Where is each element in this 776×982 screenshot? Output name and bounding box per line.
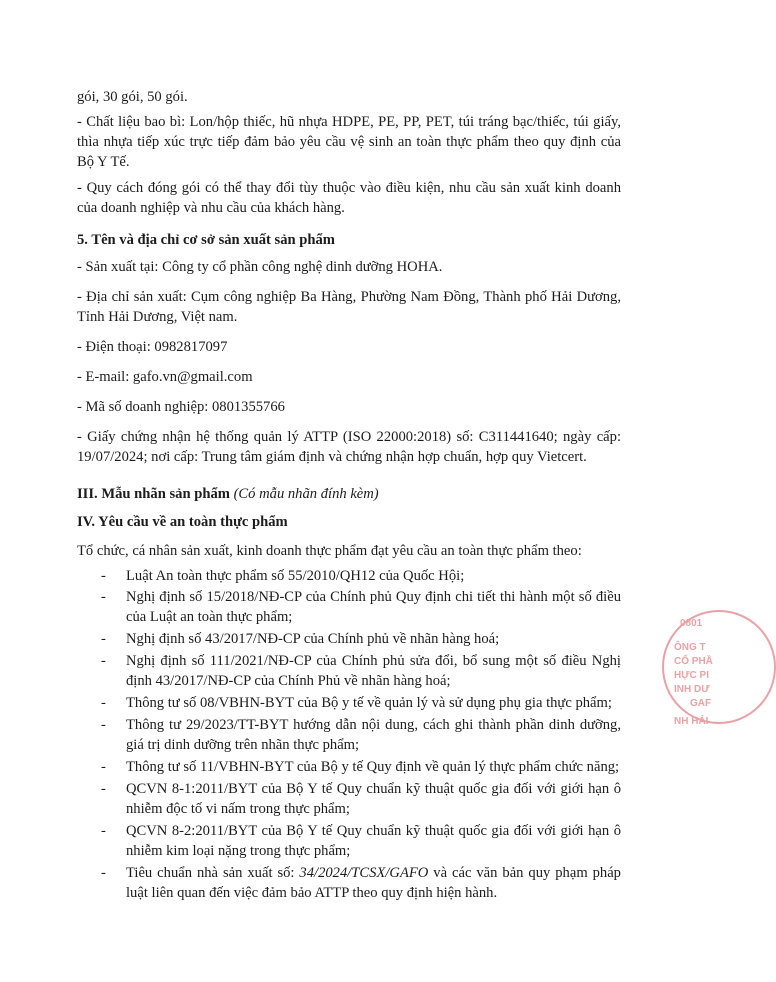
packaging-change-text: - Quy cách đóng gói có thể thay đổi tùy thuộc vào điều kiện, nhu cầu sản xuất kinh doanh của doanh nghiệp và nhu cầu của khách hàng. (77, 180, 621, 216)
list-item (77, 651, 621, 691)
list-item-text: Thông tư số 08/VBHN-BYT của Bộ y tế về quản lý và sử dụng phụ gia thực phẩm; (126, 695, 612, 711)
list-dash: - (101, 717, 106, 733)
list-item (77, 693, 621, 713)
list-dash: - (101, 589, 106, 605)
list-item (77, 715, 621, 755)
list-item (77, 779, 621, 819)
producer-certificate-text: - Giấy chứng nhận hệ thống quản lý ATTP (ISO 22000:2018) số: C311441640; ngày cấp: 19/07/2024; nơi cấp: Trung tâm giám định và chứng nhận hợp chuẩn, hợp quy Vietcert. (77, 429, 621, 465)
packaging-sizes-text: gói, 30 gói, 50 gói. (77, 89, 188, 105)
producer-phone-text: - Điện thoại: 0982817097 (77, 339, 228, 355)
producer-address-text: - Địa chỉ sản xuất: Cụm công nghiệp Ba Hàng, Phường Nam Đồng, Thành phố Hải Dương, Tỉnh Hải Dương, Việt nam. (77, 289, 621, 325)
regulation-list (77, 566, 621, 903)
list-item-text: Luật An toàn thực phẩm số 55/2010/QH12 của Quốc Hội; (126, 568, 465, 584)
standard-suffix: và các văn bản quy phạm pháp luật liên quan đến việc đảm bảo ATTP theo quy định hiện hành. (126, 865, 621, 901)
producer-heading: 5. Tên và địa chỉ cơ sở sản xuất sản phẩm (77, 232, 335, 248)
label-heading-note: (Có mẫu nhãn đính kèm) (233, 486, 379, 502)
stamp-text: CỔ PHẦ (674, 656, 713, 667)
safety-section (77, 512, 621, 561)
list-item-text: Nghị định số 15/2018/NĐ-CP của Chính phủ Quy định chi tiết thi hành một số điều của Luật an toàn thực phẩm; (126, 589, 621, 625)
label-heading (77, 484, 621, 504)
list-item-text: Thông tư số 11/VBHN-BYT của Bộ y tế Quy định về quản lý thực phẩm chức năng; (126, 759, 620, 775)
packaging-section-continued (77, 87, 621, 218)
label-section (77, 484, 621, 504)
company-stamp (660, 610, 720, 730)
list-item (77, 757, 621, 777)
standard-prefix: Tiêu chuẩn nhà sản xuất số: (126, 865, 300, 881)
list-item-text: QCVN 8-2:2011/BYT của Bộ Y tế Quy chuẩn kỹ thuật quốc gia đối với giới hạn ô nhiễm kim loại nặng trong thực phẩm; (126, 823, 621, 859)
safety-intro-text: Tổ chức, cá nhân sản xuất, kinh doanh thực phẩm đạt yêu cầu an toàn thực phẩm theo: (77, 543, 582, 559)
list-item-text: QCVN 8-1:2011/BYT của Bộ Y tế Quy chuẩn kỹ thuật quốc gia đối với giới hạn ô nhiễm độc tố vi nấm trong thực phẩm; (126, 781, 621, 817)
list-item-text: Nghị định số 43/2017/NĐ-CP của Chính phủ về nhãn hàng hoá; (126, 631, 500, 647)
stamp-text: HỰC PI (674, 670, 709, 681)
standard-code: 34/2024/TCSX/GAFO (299, 865, 429, 881)
safety-heading: IV. Yêu cầu về an toàn thực phẩm (77, 514, 288, 530)
list-dash: - (101, 631, 106, 647)
stamp-text: INH DƯ (674, 684, 710, 695)
label-heading-title: III. Mẫu nhãn sản phẩm (77, 486, 230, 502)
list-item-text (106, 863, 621, 903)
producer-section (77, 230, 621, 467)
stamp-text: ÔNG T (674, 642, 706, 653)
list-dash: - (101, 653, 106, 669)
list-dash: - (101, 759, 106, 775)
packaging-material-text: - Chất liệu bao bì: Lon/hộp thiếc, hũ nhựa HDPE, PE, PP, PET, túi tráng bạc/thiếc, túi giấy, thìa nhựa tiếp xúc trực tiếp đảm bảo yêu cầu vệ sinh an toàn thực phẩm theo quy định của Bộ Y Tế. (77, 114, 621, 170)
list-dash: - (101, 568, 106, 584)
producer-email-text: - E-mail: gafo.vn@gmail.com (77, 369, 253, 385)
list-item (77, 629, 621, 649)
list-dash: - (101, 823, 106, 839)
producer-tax-code-text: - Mã số doanh nghiệp: 0801355766 (77, 399, 285, 415)
list-item-text: Nghị định số 111/2021/NĐ-CP của Chính phủ sửa đổi, bổ sung một số điều Nghị định 43/2017/NĐ-CP của Chính Phủ về nhãn hàng hoá; (126, 653, 621, 689)
list-item (77, 863, 621, 903)
list-item (77, 821, 621, 861)
list-item (77, 587, 621, 627)
stamp-text: 0801 (680, 618, 703, 629)
stamp-text: GAF (690, 698, 712, 709)
stamp-text: NH HẢI (674, 716, 709, 727)
list-dash: - (101, 695, 106, 711)
list-item-text: Thông tư 29/2023/TT-BYT hướng dẫn nội dung, cách ghi thành phần dinh dưỡng, giá trị dinh dưỡng trên nhãn thực phẩm; (126, 717, 621, 753)
list-dash: - (101, 865, 106, 881)
list-item (77, 566, 621, 586)
list-dash: - (101, 781, 106, 797)
producer-name-text: - Sản xuất tại: Công ty cổ phần công nghệ dinh dưỡng HOHA. (77, 259, 443, 275)
